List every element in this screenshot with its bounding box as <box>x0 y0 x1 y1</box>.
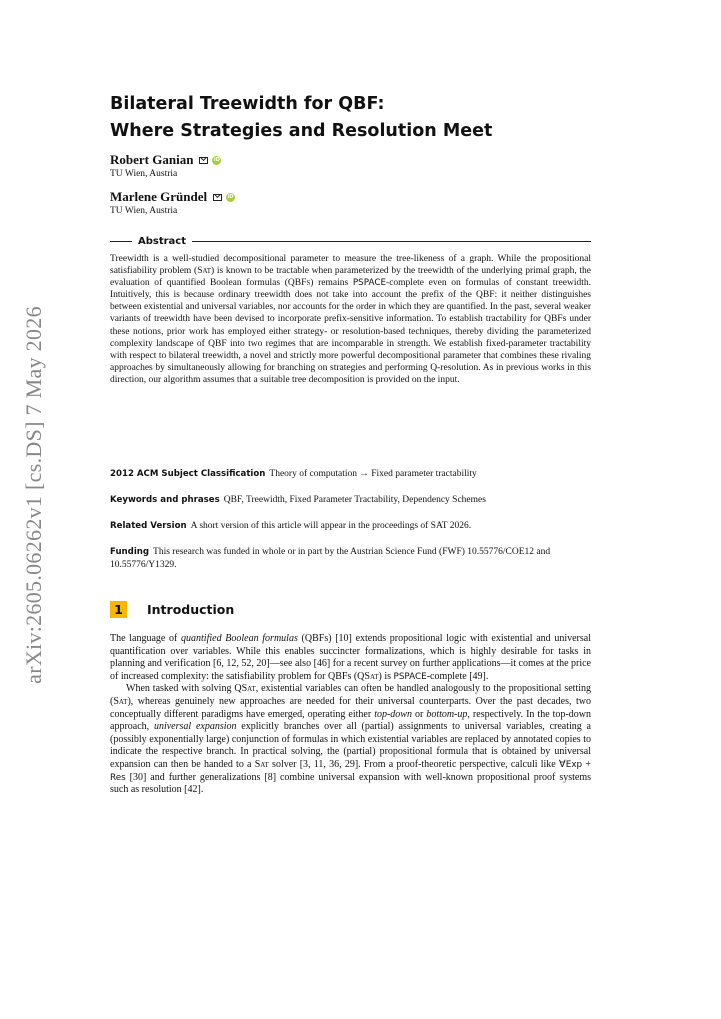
author-1-affiliation: TU Wien, Austria <box>110 169 178 179</box>
abstract-heading: Abstract <box>138 236 187 247</box>
funding: Funding This research was funded in whole or in part by the Austrian Science Fund (FWF) 10.55776/COE12 and 10.55776/Y1329. <box>110 547 551 570</box>
orcid-icon[interactable]: iD <box>213 156 220 163</box>
orcid-icon[interactable]: iD <box>227 193 234 200</box>
arxiv-identifier-stamp <box>4 300 64 690</box>
section-heading <box>110 601 234 618</box>
introduction-body <box>110 633 591 797</box>
section-number: 1 <box>110 601 127 618</box>
section-title: Introduction <box>147 602 235 617</box>
related-version: Related Version A short version of this article will appear in the proceedings of SAT 2026. <box>110 521 472 531</box>
abstract-heading-row <box>110 236 591 247</box>
author-2-affiliation: TU Wien, Austria <box>110 206 178 216</box>
author-2 <box>110 189 235 216</box>
title-line-2: Where Strategies and Resolution Meet <box>110 121 493 141</box>
email-icon[interactable] <box>213 194 222 201</box>
paragraph: When tasked with solving QSat, existential variables can often be handled analogously to the propositional setting (Sat), whereas genuinely new approaches are needed for their universal counterparts. Over the past decades, two conceptually different paradigms have emerged, operating either top-down or bottom-up, respectively. In the top-down approach, universal expansion explicitly branches over all (partial) assignments to universal variables, creating a (possibly exponentially large) conjunction of formulas in which existential variables are replaced by annotated copies to indicate the respective branch. In practical solving, the (partial) propositional formula that is obtained by universal expansion can then be handed to a Sat solver [3, 11, 36, 29]. From a proof-theoretic perspective, calculi like ∀Exp + Res [30] and further generalizations [8] combine universal expansion with well-known propositional proof systems such as resolution [42]. <box>110 683 592 796</box>
keywords: Keywords and phrases QBF, Treewidth, Fixed Parameter Tractability, Dependency Schemes <box>110 495 486 505</box>
author-1 <box>110 152 221 179</box>
author-2-name: Marlene Gründel <box>110 189 208 204</box>
email-icon[interactable] <box>199 157 208 164</box>
title-line-1: Bilateral Treewidth for QBF: <box>110 94 385 114</box>
abstract-text: Treewidth is a well-studied decompositional parameter to measure the tree-likeness of a graph. While the propositional satisfiability problem (Sat) is known to be tractable when parameterized by the treewidth of the underlying primal graph, the evaluation of quantified Boolean formulas (QBFs) remains PSPACE-complete even on formulas of constant treewidth. Intuitively, this is because ordinary treewidth does not take into account the prefix of the QBF: it neither distinguishes between existential and universal variables, nor accounts for the order in which they are quantified. In the past, several weaker variants of treewidth have been devised to incorporate prefix-sensitive information. To establish tractability for QBFs under these notions, prior work has employed either strategy- or resolution-based techniques, thereby dividing the parameterized complexity landscape of QBF into two regimes that are incomparable in strength. We establish fixed-parameter tractability with respect to bilateral treewidth, a novel and strictly more powerful decompositional parameter that combines these rivaling approaches by simultaneously allowing for branching on strategies and performing Q-resolution. As in previous works in this direction, our algorithm assumes that a suitable tree decomposition is provided on the input. <box>110 254 591 385</box>
acm-classification: 2012 ACM Subject Classification Theory of computation → Fixed parameter tractability <box>110 469 477 479</box>
rule <box>110 241 132 242</box>
author-1-name: Robert Ganian <box>110 152 194 167</box>
rule <box>192 241 591 242</box>
paper-title <box>110 91 600 145</box>
paragraph: The language of quantified Boolean formulas (QBFs) [10] extends propositional logic with existential and universal quantification over variables. While this enables succincter formalizations, which is highly desirable for tasks in planning and verification [6, 12, 52, 20]—see also [46] for a recent survey on further applications—it comes at the price of increased complexity: the satisfiability problem for QBFs (QSat) is PSPACE-complete [49]. <box>110 633 591 682</box>
arxiv-identifier: arXiv:2605.06262v1 [cs.DS] 7 May 2026 <box>21 306 47 684</box>
